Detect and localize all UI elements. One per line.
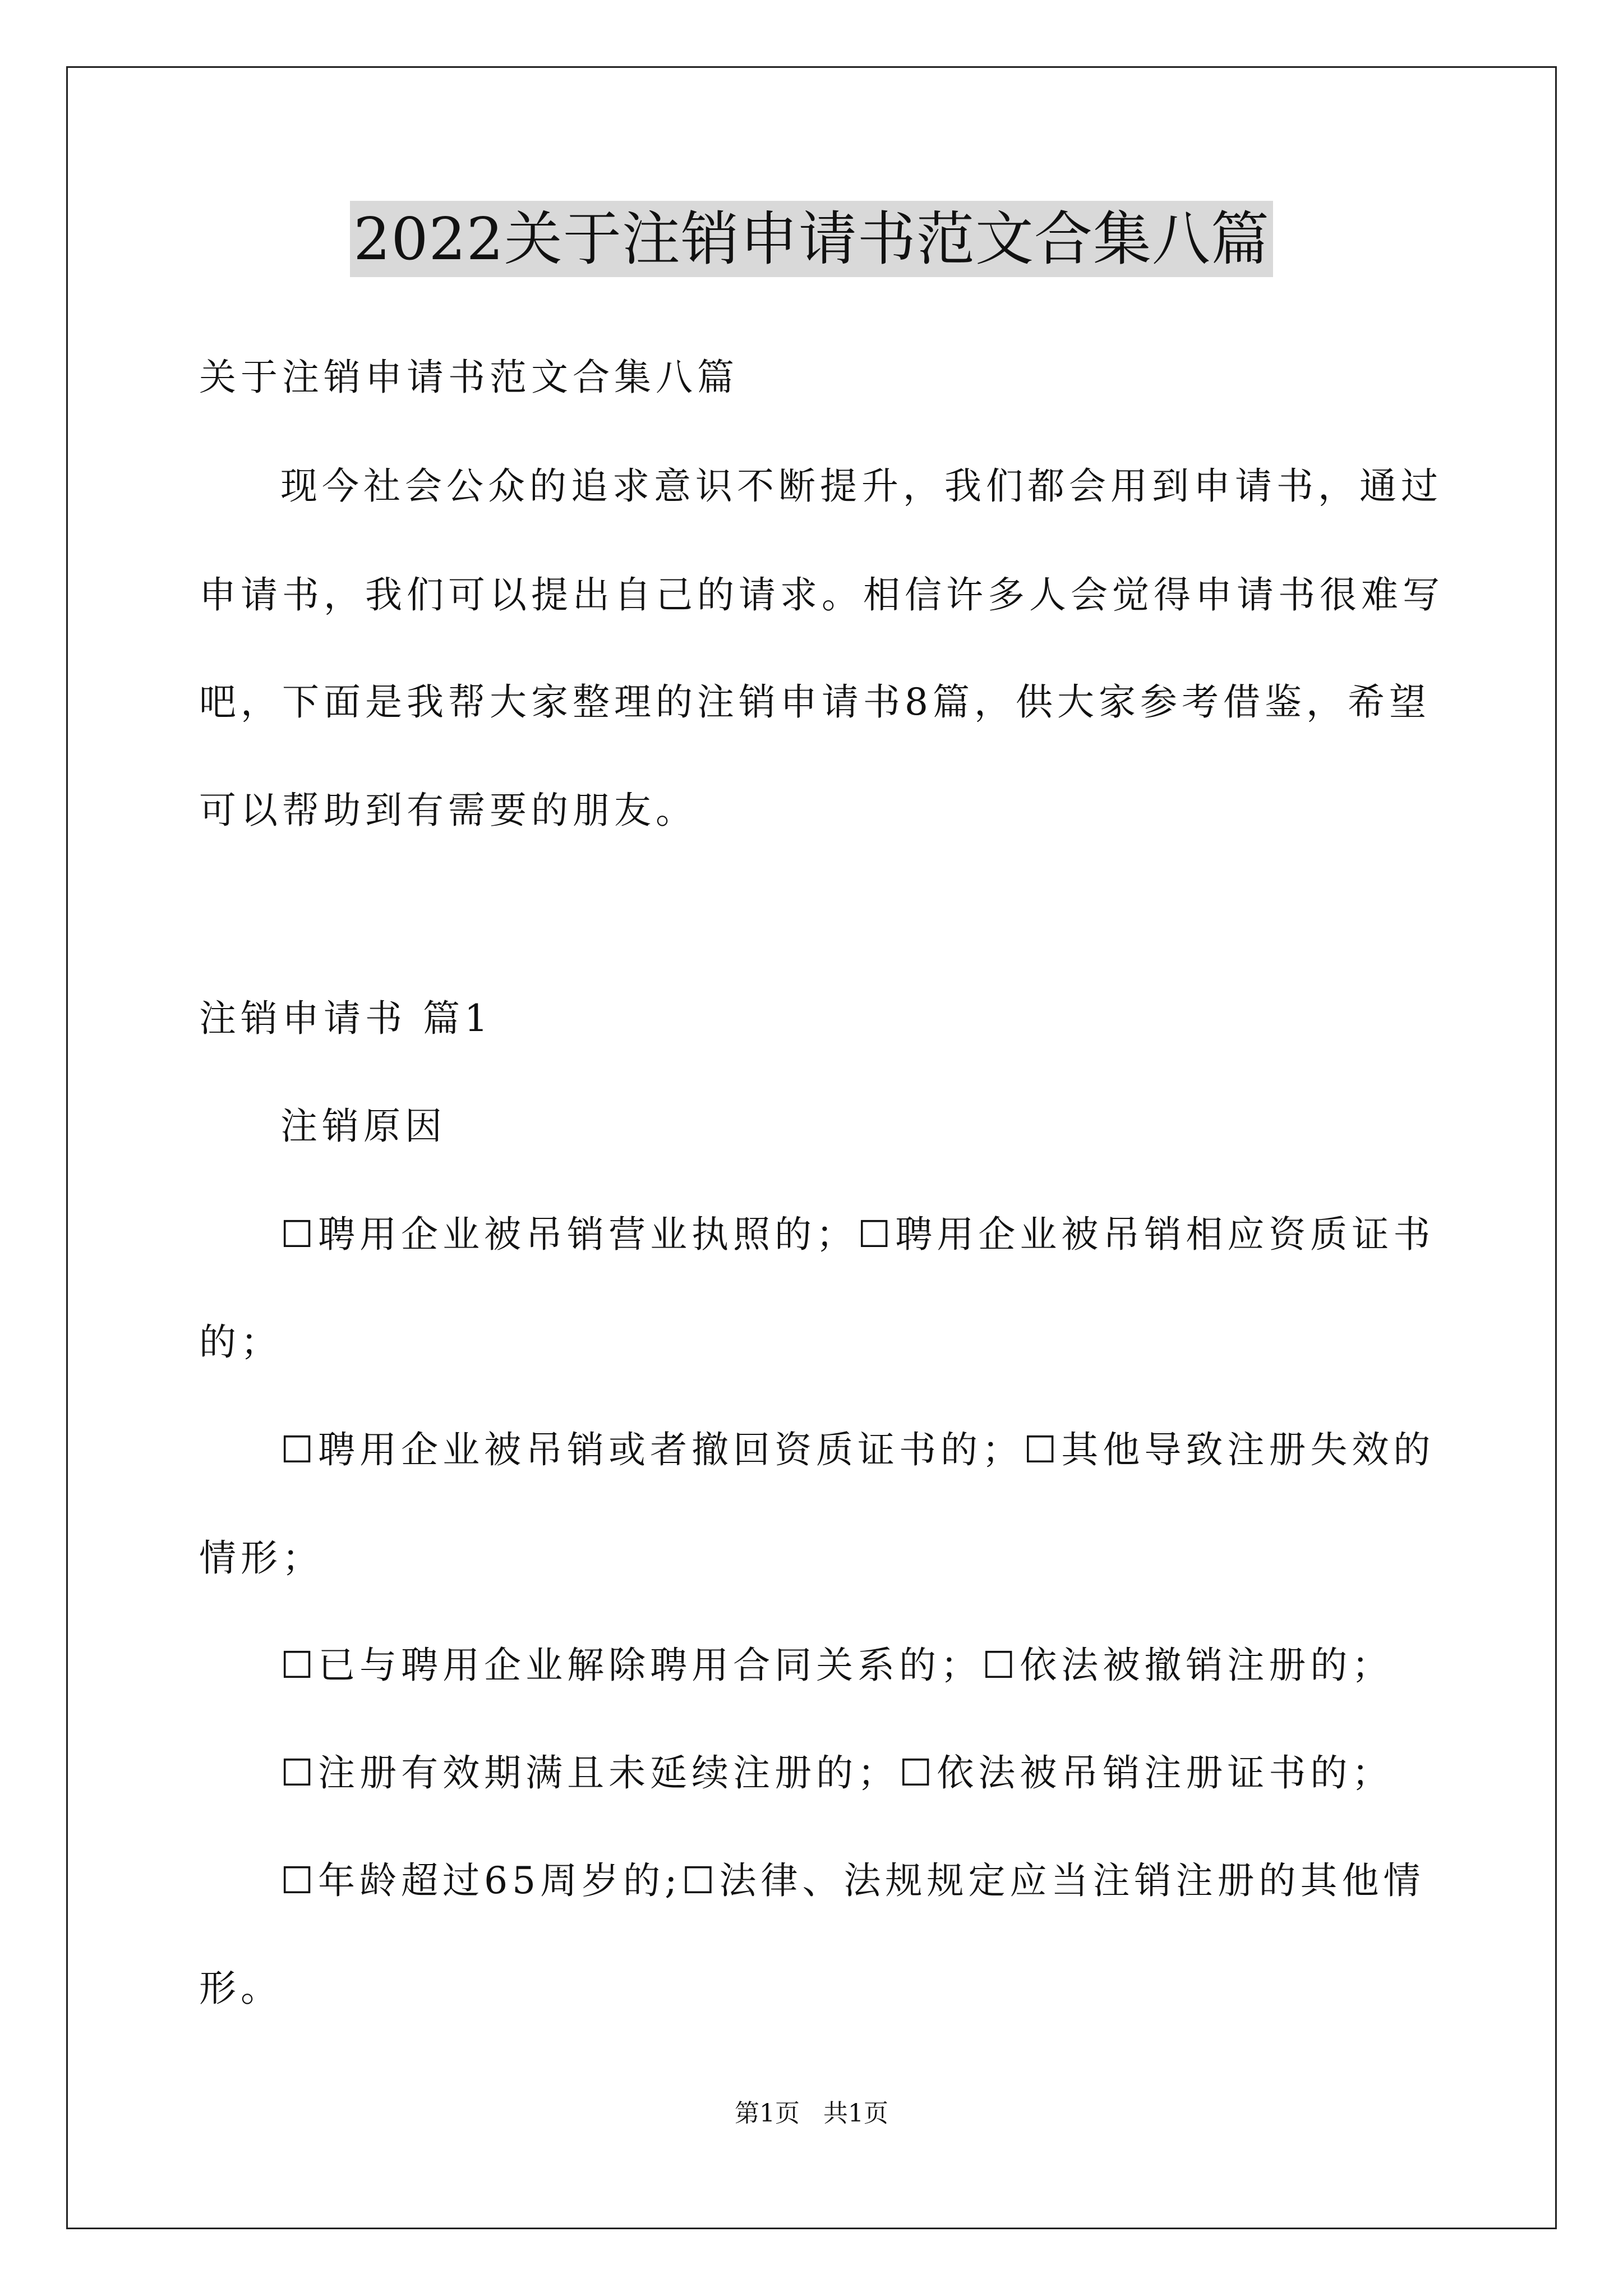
section-heading: 注销申请书 篇1 [199,997,492,1040]
reason-label: 注销原因 [280,1105,446,1148]
title-container [0,201,1623,277]
intro-line-2: 申请书，我们可以提出自己的请求。相信许多人会觉得申请书很难写 [199,573,1444,616]
intro-line-1: 现今社会公众的追求意识不断提升，我们都会用到申请书，通过 [280,464,1442,508]
document-title: 2022关于注销申请书范文合集八篇 [350,201,1273,277]
intro-line-4: 可以帮助到有需要的朋友。 [199,789,697,832]
reason-line-2: 的； [199,1320,282,1364]
reason-line-1: ☐聘用企业被吊销营业执照的；☐聘用企业被吊销相应资质证书 [280,1213,1435,1256]
reason-line-7: ☐年龄超过65周岁的;☐法律、法规规定应当注销注册的其他情 [280,1859,1425,1902]
reason-line-4: 情形； [199,1536,324,1580]
document-subtitle: 关于注销申请书范文合集八篇 [199,356,739,399]
reason-line-3: ☐聘用企业被吊销或者撤回资质证书的；☐其他导致注册失效的 [280,1428,1435,1471]
page-number: 第1页 共1页 [735,2099,888,2128]
reason-line-6: ☐注册有效期满且未延续注册的；☐依法被吊销注册证书的； [280,1751,1394,1795]
intro-line-3: 吧，下面是我帮大家整理的注销申请书8篇，供大家参考借鉴，希望 [199,680,1431,724]
reason-line-8: 形。 [199,1967,282,2010]
reason-line-5: ☐已与聘用企业解除聘用合同关系的；☐依法被撤销注册的； [280,1644,1394,1687]
